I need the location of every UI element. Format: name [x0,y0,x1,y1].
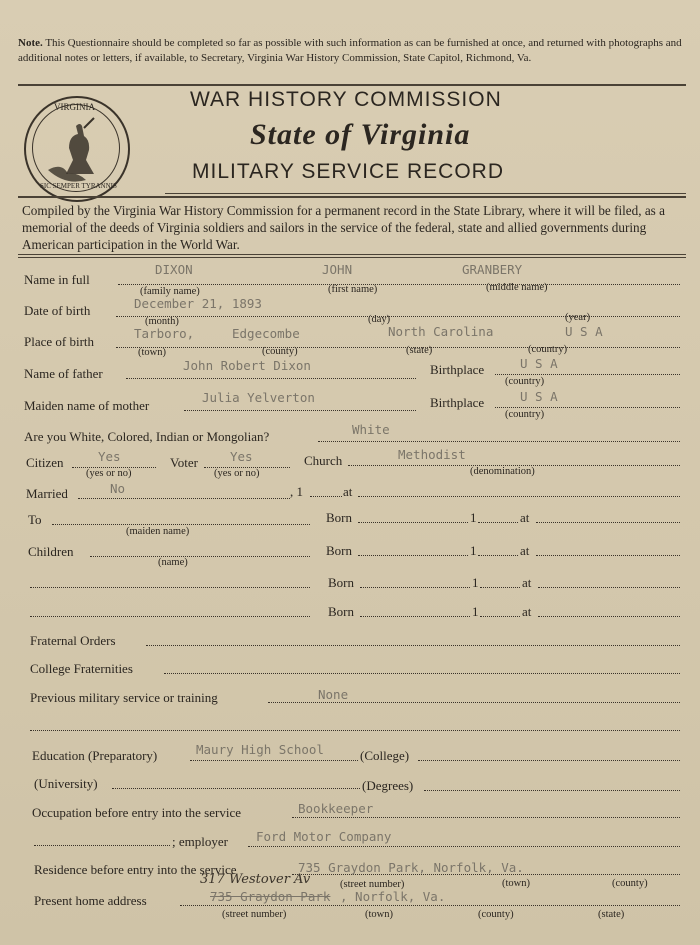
header-title: WAR HISTORY COMMISSION [190,88,502,111]
top-rule [18,84,686,86]
caption-county: (county) [262,346,298,357]
line-child1-year [478,555,518,556]
label-child3-born: Born [328,604,354,619]
line-prev-military-2 [30,730,680,731]
label-child2-at: at [522,575,532,590]
line-occupation-2 [34,845,170,846]
caption-town: (town) [138,347,166,358]
caption-residence-street: (street number) [340,879,405,890]
value-pob-country: U S A [565,324,603,339]
label-occupation: Occupation before entry into the service [32,805,241,820]
value-pob-state: North Carolina [388,324,494,339]
line-fraternal [146,645,680,646]
value-first-name: JOHN [322,262,353,277]
note-text [18,36,684,66]
value-race: White [352,422,390,437]
label-name-in-full: Name in full [24,272,90,287]
value-mother: Julia Yelverton [202,390,315,405]
value-mother-birthplace: U S A [520,389,558,404]
caption-mother-country: (country) [505,409,545,420]
line-present-address [180,905,680,906]
label-spouse-one: 1 [470,510,477,525]
label-mother-birthplace: Birthplace [430,395,485,410]
line-child-2 [30,587,310,588]
caption-present-street: (street number) [222,909,287,920]
caption-child-name: (name) [158,557,188,568]
label-father: Name of father [24,366,103,381]
line-spouse [52,524,310,525]
value-pob-town: Tarboro, [134,326,195,341]
note-label: Note. [18,37,43,49]
value-citizen: Yes [98,449,121,464]
line-child3-born [360,616,470,617]
intro-rule-1 [18,254,686,255]
label-mother: Maiden name of mother [24,398,150,413]
caption-country: (country) [528,344,568,355]
caption-voter-yes-no: (yes or no) [214,468,260,479]
value-occupation: Bookkeeper [298,801,374,816]
value-present-street-struck: 735 Graydon Park [210,889,331,904]
value-family-name: DIXON [155,262,193,277]
label-date-of-birth: Date of birth [24,303,91,318]
line-married-place [358,496,680,497]
value-pob-county: Edgecombe [232,326,300,341]
intro-paragraph: Compiled by the Virginia War History Commission for a permanent record in the State Library, where it will be filed, as a memorial of the deeds of Virginia soldiers and sailors in the service of the federal, state and allied governments during American participation in the World War. [22,203,665,252]
caption-family-name: (family name) [140,286,200,297]
label-child1-at: at [520,543,530,558]
caption-present-state: (state) [598,909,625,920]
label-church: Church [304,453,343,468]
line-married [78,498,290,499]
header-rule-2 [18,196,686,198]
line-child3-place [538,616,680,617]
label-to: To [28,512,42,527]
label-child1-born: Born [326,543,352,558]
line-spouse-born [358,522,468,523]
caption-present-county: (county) [478,909,514,920]
value-prev-military: None [318,687,349,702]
value-middle-name: GRANBERY [462,262,523,277]
label-father-birthplace: Birthplace [430,362,485,377]
line-father [126,378,416,379]
label-married-at: at [343,484,353,499]
virginia-seal [24,96,130,202]
caption-month: (month) [145,316,179,327]
value-voter: Yes [230,449,253,464]
seal-motto: SIC SEMPER TYRANNIS [40,182,117,190]
label-degrees: (Degrees) [362,778,414,793]
label-fraternal-orders: Fraternal Orders [30,633,116,648]
label-education: Education (Preparatory) [32,748,158,763]
label-children: Children [28,544,74,559]
line-prev-military [268,702,680,703]
label-married-year: , 1 [290,484,303,499]
line-pob [116,347,680,348]
label-child3-at: at [522,604,532,619]
line-preparatory [190,760,358,761]
line-spouse-place [536,522,680,523]
caption-father-country: (country) [505,376,545,387]
caption-middle-name: (middle name) [486,282,548,293]
value-employer: Ford Motor Company [256,829,392,844]
line-university [112,788,360,789]
label-spouse-at: at [520,510,530,525]
label-spouse-born: Born [326,510,352,525]
label-place-of-birth: Place of birth [24,334,95,349]
line-occupation [292,817,680,818]
label-voter: Voter [170,455,198,470]
caption-denomination: (denomination) [470,466,535,477]
value-church: Methodist [398,447,466,462]
note-body: This Questionnaire should be completed so far as possible with such information as can be furnished at once, and returned with photographs and additional notes or letters, if available, to Secretary, Virginia War History Commission, State Capitol, Richmond, Va. [18,37,682,64]
caption-year: (year) [565,312,591,323]
caption-residence-county: (county) [612,878,648,889]
label-child1-one: 1 [470,543,477,558]
line-mother-birthplace [495,407,680,408]
caption-residence-town: (town) [502,878,530,889]
header-rule-1 [165,193,686,194]
seal-top-text: VIRGINIA [54,102,95,112]
value-father: John Robert Dixon [183,358,311,373]
label-child3-one: 1 [472,604,479,619]
line-mother [184,410,416,411]
value-present-street-handwritten: 317 Westover Av [200,872,311,887]
label-employer: ; employer [172,834,228,849]
line-child1-born [358,555,468,556]
label-university: (University) [34,776,98,791]
line-child3-year [480,616,520,617]
line-degrees [424,790,680,791]
caption-first-name: (first name) [328,284,378,295]
value-residence: 735 Graydon Park, Norfolk, Va. [298,860,524,875]
label-college-fraternities: College Fraternities [30,661,133,676]
line-college-frat [164,673,680,674]
line-spouse-year [478,522,518,523]
line-child2-place [538,587,680,588]
value-dob: December 21, 1893 [134,296,262,311]
caption-citizen-yes-no: (yes or no) [86,468,132,479]
caption-maiden-name: (maiden name) [126,526,190,537]
label-previous-military: Previous military service or training [30,690,218,705]
label-present-address: Present home address [34,893,147,908]
line-dob [116,316,680,317]
caption-present-town: (town) [365,909,393,920]
line-college [418,760,680,761]
header-state: State of Virginia [250,118,471,151]
intro-rule-2 [18,257,686,258]
label-child2-one: 1 [472,575,479,590]
line-child2-born [360,587,470,588]
label-residence: Residence before entry into the service [34,862,237,877]
label-child2-born: Born [328,575,354,590]
label-race-question: Are you White, Colored, Indian or Mongolian? [24,429,270,444]
value-preparatory: Maury High School [196,742,324,757]
caption-day: (day) [368,314,391,325]
line-child-1 [90,556,310,557]
line-father-birthplace [495,374,680,375]
line-race [318,441,680,442]
line-child1-place [536,555,680,556]
label-citizen: Citizen [26,455,64,470]
value-present-city: , Norfolk, Va. [340,889,446,904]
value-father-birthplace: U S A [520,356,558,371]
label-college: (College) [360,748,410,763]
line-child-3 [30,616,310,617]
header-record: MILITARY SERVICE RECORD [192,160,505,183]
line-child2-year [480,587,520,588]
line-married-year [310,496,342,497]
value-married: No [110,481,126,496]
line-name [118,284,680,285]
line-employer [248,846,680,847]
label-married: Married [26,486,68,501]
caption-state: (state) [406,345,433,356]
